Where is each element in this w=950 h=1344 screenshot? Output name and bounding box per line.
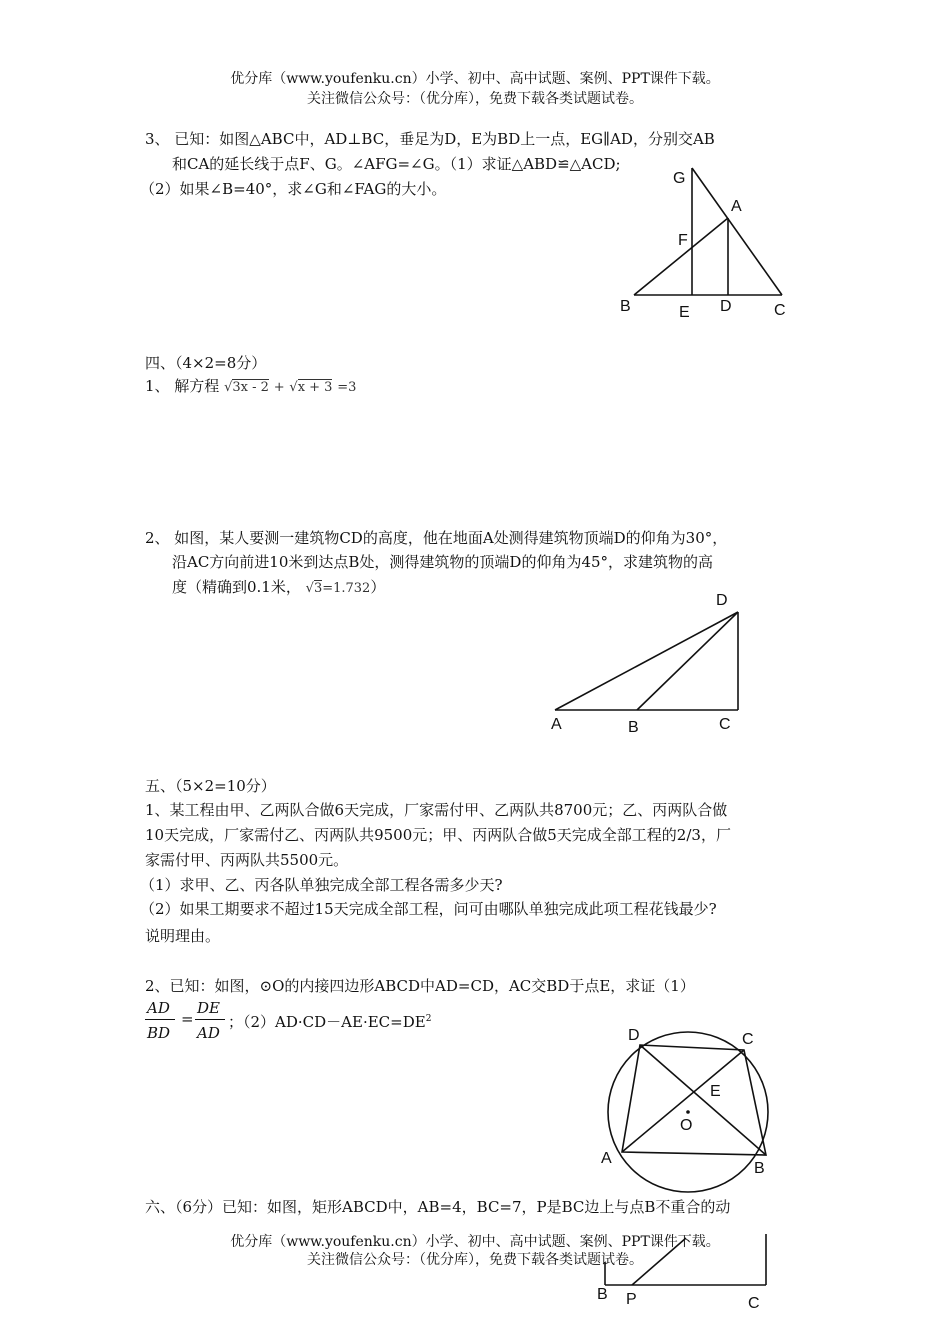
q3-label-a: A — [731, 198, 742, 215]
header-line-2: 关注微信公众号：（优分库），免费下载各类试题试卷。 — [307, 91, 643, 107]
q4-label-c: C — [719, 716, 731, 733]
q3-line-3: （2）如果∠B=40°，求∠G和∠FAG的大小。 — [140, 180, 447, 198]
section6-line-1: 六、（6分）已知：如图，矩形ABCD中，AB=4，BC=7，P是BC边上与点B不重合的动 — [145, 1198, 731, 1216]
section5-q1-sub-3: 说明理由。 — [145, 927, 221, 945]
sqrt-expression-b: √x + 3 — [289, 380, 333, 395]
footer-line-1: 优分库（www.youfenku.cn）小学、初中、高中试题、案例、PPT课件下载。 — [230, 1234, 720, 1250]
fraction-1-denominator: BD — [147, 1024, 171, 1042]
section5-q1-sub-2: （2）如果工期要求不超过15天完成全部工程，问可由哪队单独完成此项工程花钱最少? — [140, 900, 717, 918]
section4-q2-line-3: 度（精确到0.1米， √3=1.732） — [172, 578, 386, 596]
footer-line-2: 关注微信公众号：（优分库），免费下载各类试题试卷。 — [307, 1252, 643, 1268]
section5-title: 五、（5×2=10分） — [145, 777, 276, 795]
fraction-2-denominator: AD — [197, 1024, 220, 1042]
section5-q1-line-3: 家需付甲、丙两队共5500元。 — [145, 851, 349, 869]
q5-label-e: E — [710, 1083, 721, 1100]
q6-label-p: P — [626, 1291, 637, 1308]
section4-q1-prefix: 1、 解方程 — [145, 377, 220, 395]
q5-label-c: C — [742, 1031, 754, 1048]
q6-label-c: C — [748, 1295, 760, 1312]
section4-q2-line-2: 沿AC方向前进10米到达点B处，测得建筑物的顶端D的仰角为45°，求建筑物的高 — [172, 553, 714, 571]
q3-label-g: G — [673, 170, 686, 187]
q3-label-c: C — [774, 302, 786, 319]
q4-label-a: A — [551, 716, 562, 733]
q5-label-a: A — [601, 1150, 612, 1167]
section5-q2-line-1: 2、已知：如图，⊙O的内接四边形ABCD中AD=CD，AC交BD于点E，求证（1） — [145, 977, 695, 995]
q3-label-b: B — [620, 298, 631, 315]
section5-q2-part-2: ；$(2)AD\cdot CD-AE\cdot EC=DE^2$ — [228, 1013, 432, 1031]
header-line-1: 优分库（www.youfenku.cn）小学、初中、高中试题、案例、PPT课件下载。 — [230, 71, 720, 87]
q5-label-b: B — [754, 1160, 765, 1177]
section5-q1-sub-1: （1）求甲、乙、丙各队单独完成全部工程各需多少天? — [140, 876, 503, 894]
q3-line-2: 和CA的延长线于点F、G。∠AFG=∠G。（1）求证△ABD≌△ACD; — [172, 155, 621, 173]
plus-sign: + — [273, 380, 285, 395]
equation-rhs: =3 — [337, 380, 357, 395]
section5-q1-line-2: 10天完成，厂家需付乙、丙两队共9500元；甲、丙两队合做5天完成全部工程的2/3，厂 — [145, 826, 731, 844]
section5-q1-line-1: 1、某工程由甲、乙两队合做6天完成，厂家需付甲、乙两队共8700元；乙、丙两队合做 — [145, 801, 728, 819]
q3-label-d: D — [720, 298, 732, 315]
sqrt-expression-a: √3x - 2 — [224, 380, 269, 395]
q6-label-b: B — [597, 1286, 608, 1303]
section4-title: 四、（4×2=8分） — [145, 354, 267, 372]
fraction-equals: = — [181, 1010, 194, 1028]
section4-q2-line-1: 2、 如图，某人要测一建筑物CD的高度，他在地面A处测得建筑物顶端D的仰角为30°， — [145, 529, 728, 547]
q4-label-d: D — [716, 592, 728, 609]
q4-label-b: B — [628, 719, 639, 736]
q3-label-f: F — [678, 232, 688, 249]
q3-line-1: 3、 已知：如图△ABC中，AD⊥BC，垂足为D，E为BD上一点，EG∥AD，分别交AB — [145, 130, 715, 148]
fraction-2-numerator: DE — [197, 999, 220, 1017]
q3-label-e: E — [679, 304, 690, 321]
fraction-1-numerator: AD — [147, 999, 170, 1017]
q5-label-d: D — [628, 1027, 640, 1044]
sqrt-three: √3 — [305, 581, 323, 596]
q5-label-o: O — [680, 1117, 693, 1134]
